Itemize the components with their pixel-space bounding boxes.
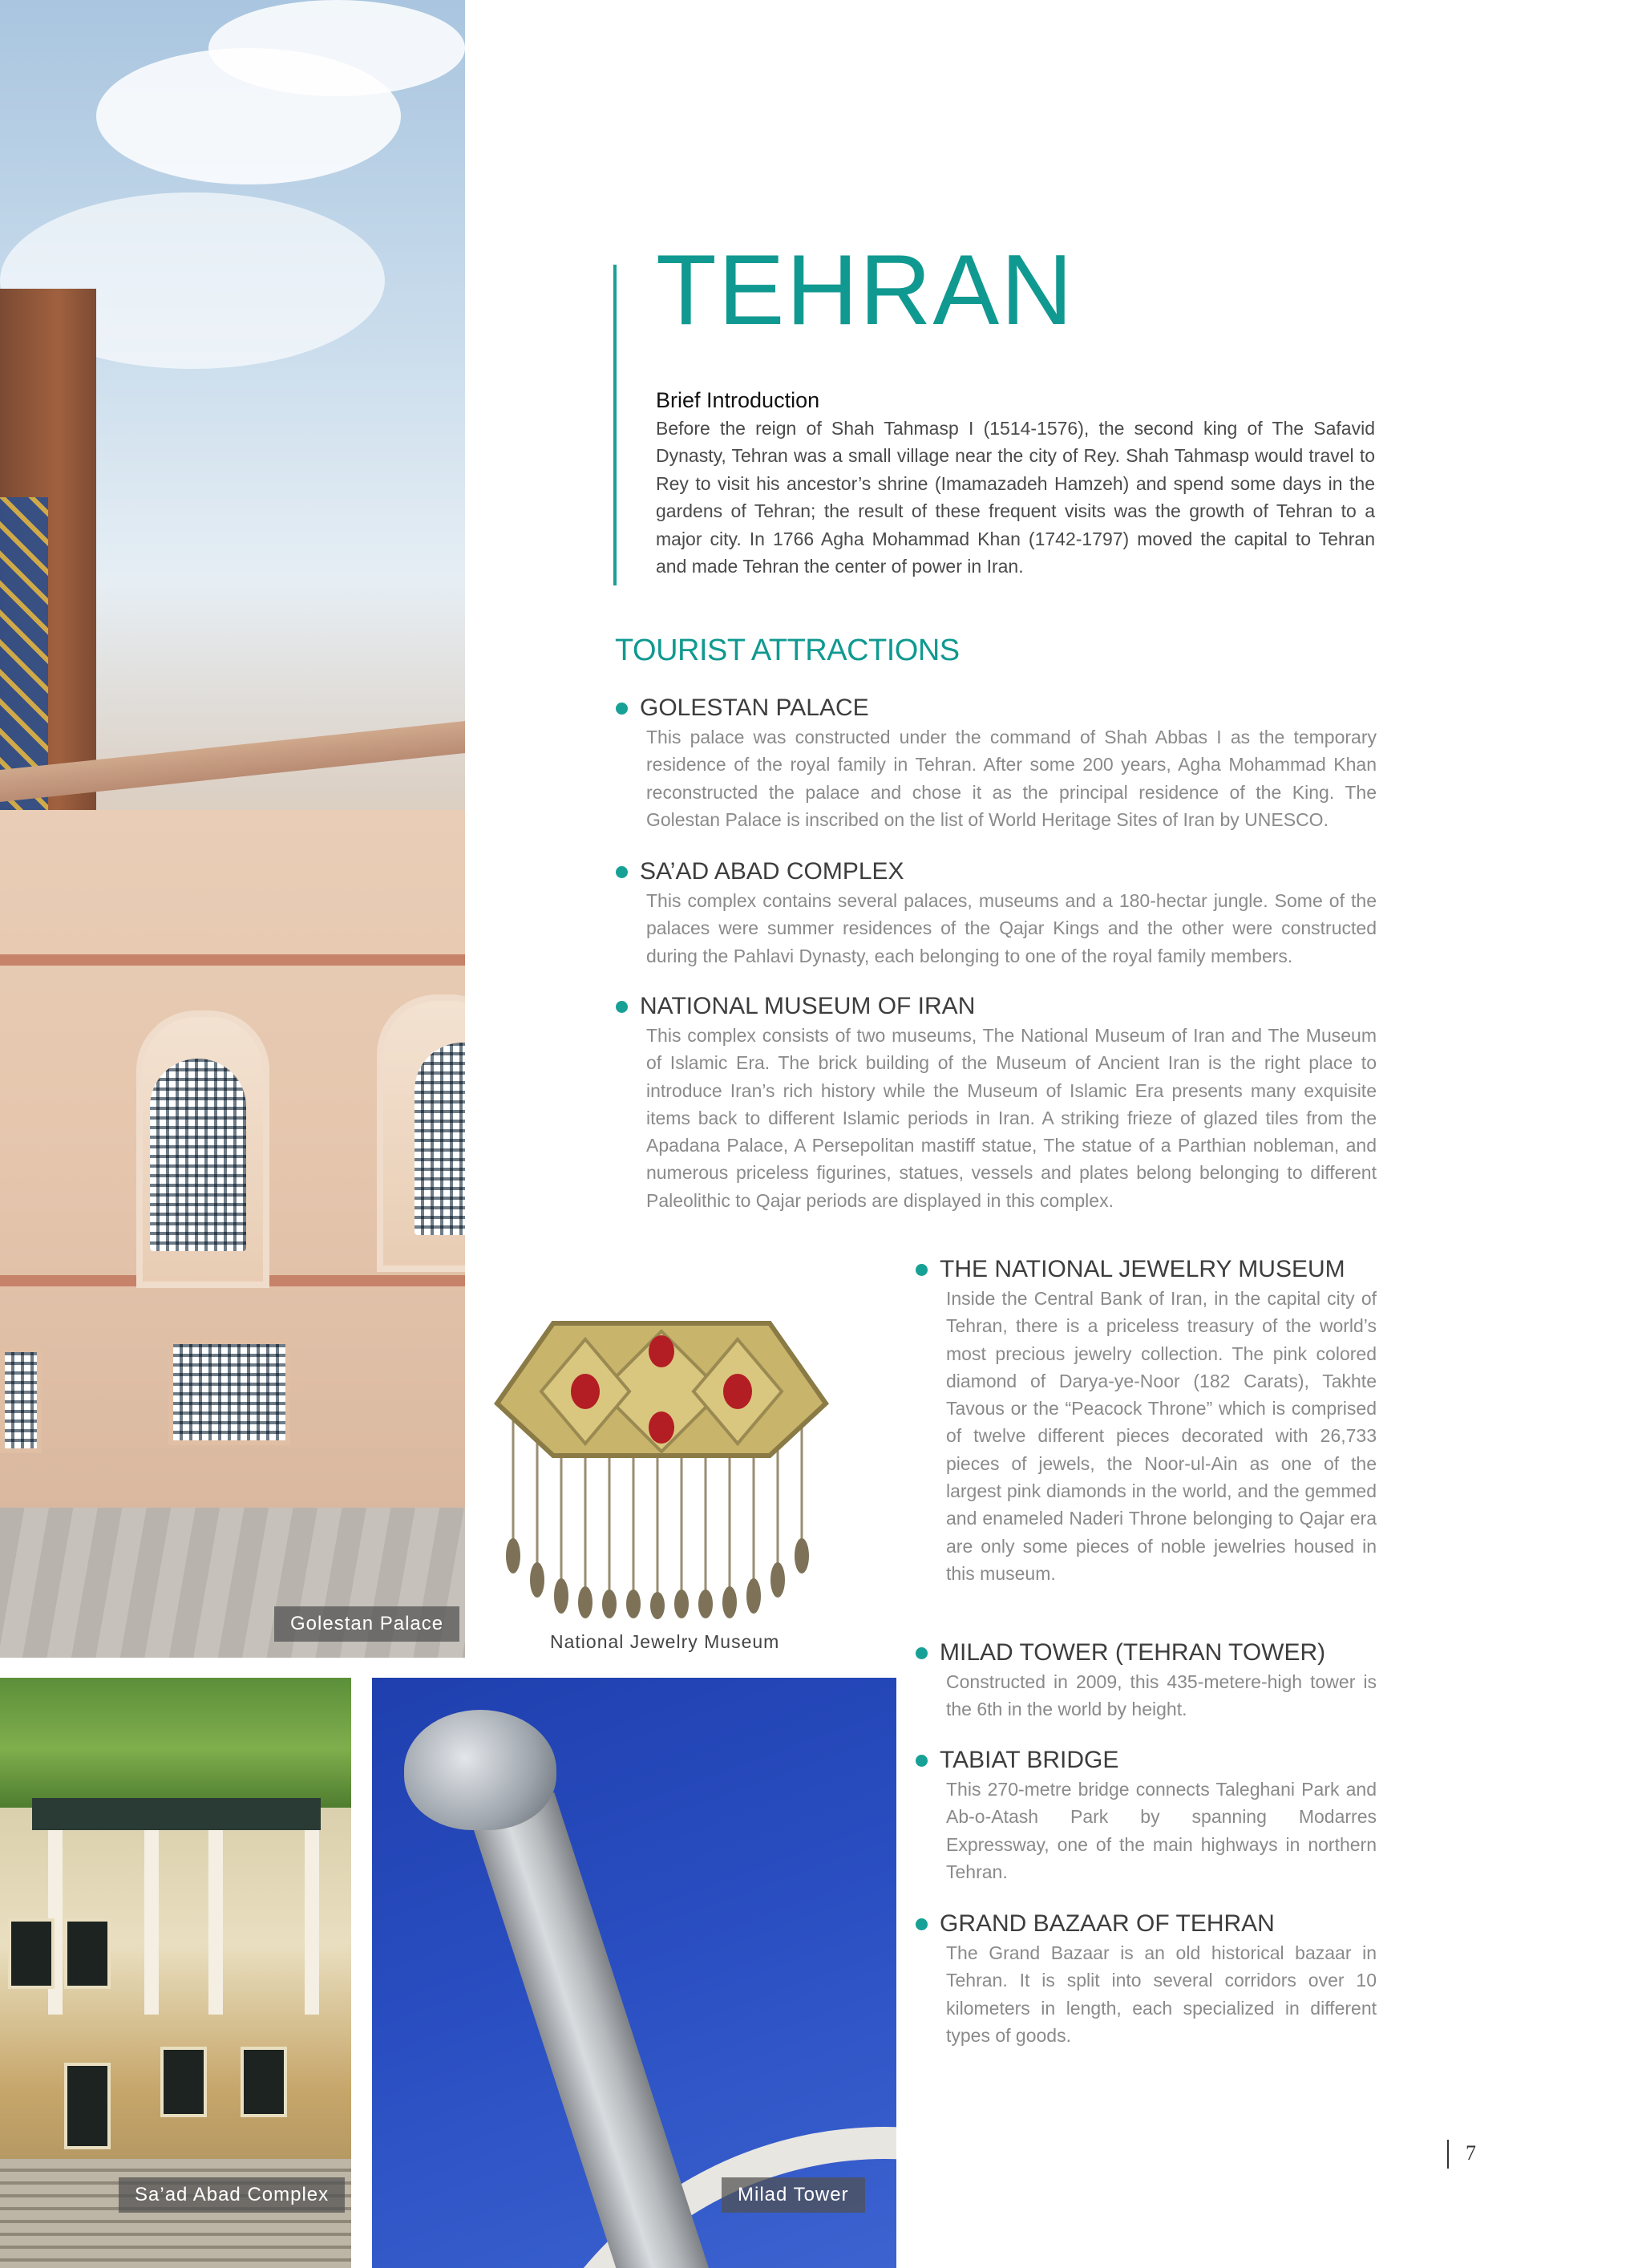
attraction-title-saad: SA’AD ABAD COMPLEX bbox=[640, 858, 904, 885]
bullet-icon bbox=[916, 1264, 928, 1276]
milad-caption: Milad Tower bbox=[722, 2177, 865, 2213]
golestan-palace-photo bbox=[0, 0, 465, 1658]
bullet-icon bbox=[616, 703, 628, 715]
intro-paragraph: Before the reign of Shah Tahmasp I (1514-1576), the second king of The Safavid Dynasty, Tehran was a small village near the city of Rey. Shah Tahmasp would travel to Rey to visit his ancestor’s shrine (Imamazadeh Hamzeh) and spend some days in the gardens of Tehran; the result of these frequent visits was the growth of Tehran to a major city. In 1766 Agha Mohammad Khan (1742-1797) moved the capital to Tehran and made Tehran the center of power in Iran. bbox=[656, 418, 1375, 577]
intro-heading: Brief Introduction bbox=[656, 388, 820, 412]
jewelry-caption: National Jewelry Museum bbox=[550, 1631, 780, 1652]
red-gem bbox=[649, 1335, 674, 1367]
lattice-window bbox=[150, 1059, 246, 1251]
attraction-title-milad: MILAD TOWER (TEHRAN TOWER) bbox=[940, 1639, 1326, 1666]
red-gem bbox=[571, 1374, 600, 1409]
column bbox=[208, 1830, 223, 2015]
attraction-text-golestan: This palace was constructed under the command of Shah Abbas I as the temporary residence of the royal family in Tehran. After some 200 years, Agha Mohammad Khan reconstructed the palace and chose it as the principal residence of the King. The Golestan Palace is inscribed on the list of World Heritage Sites of Iran by UNESCO. bbox=[646, 727, 1377, 830]
attraction-text-milad: Constructed in 2009, this 435-metere-high tower is the 6th in the world by height. bbox=[946, 1671, 1377, 1720]
golestan-caption: Golestan Palace bbox=[274, 1606, 459, 1642]
bullet-icon bbox=[616, 1001, 628, 1013]
column bbox=[144, 1830, 159, 2015]
attraction-text-saad: This complex contains several palaces, museums and a 180-hectar jungle. Some of the palaces were summer residences of the Qajar Kings and the other were constructed during the Pahlavi Dynasty, each belonging to one of the royal family members. bbox=[646, 890, 1377, 966]
red-gem bbox=[649, 1411, 674, 1444]
attraction-title-national-museum: NATIONAL MUSEUM OF IRAN bbox=[640, 993, 976, 1019]
red-gem bbox=[723, 1374, 752, 1409]
stairs-shape bbox=[0, 2159, 351, 2268]
dark-window bbox=[241, 2047, 287, 2117]
column bbox=[305, 1830, 319, 2015]
dark-window bbox=[8, 1918, 55, 1989]
dark-window bbox=[64, 2063, 111, 2149]
jewelry-pendant-image bbox=[489, 1315, 834, 1620]
lattice-window bbox=[0, 1347, 42, 1453]
pavilion-roof bbox=[32, 1798, 321, 1830]
lattice-window bbox=[168, 1339, 290, 1445]
dark-window bbox=[160, 2047, 207, 2117]
attraction-text-bazaar: The Grand Bazaar is an old historical bazaar in Tehran. It is split into several corridors over 10 kilometers in length, each specialized in different types of goods. bbox=[946, 1942, 1377, 2046]
tower-head bbox=[404, 1710, 556, 1830]
section-heading: TOURIST ATTRACTIONS bbox=[615, 634, 960, 667]
saad-caption: Sa’ad Abad Complex bbox=[119, 2177, 345, 2213]
bullet-icon bbox=[916, 1918, 928, 1930]
attraction-text-tabiat: This 270-metre bridge connects Taleghani Park and Ab-o-Atash Park by spanning Modarres Expressway, one of the main highways in northern Tehran. bbox=[946, 1779, 1377, 1882]
page-title: TEHRAN bbox=[656, 235, 1074, 346]
attraction-text-jewelry: Inside the Central Bank of Iran, in the capital city of Tehran, there is a priceless treasury of the world’s most precious jewelry collection. The pink colored diamond of Darya-ye-Noor (182 Carats), Takhte Tavous or the “Peacock Throne” which is comprised of twelve different pieces decorated with 26,733 pieces of jewels, the Noor-ul-Ain as one of the largest pink diamonds in the world, and the gemmed and enameled Naderi Throne belonging to Qajar era are only some pieces of noble jewelries housed in this museum. bbox=[946, 1288, 1377, 1584]
bullet-icon bbox=[616, 866, 628, 878]
lattice-window bbox=[415, 1043, 465, 1235]
page-number: 7 bbox=[1466, 2141, 1476, 2165]
cloud-shape bbox=[96, 48, 401, 184]
attraction-title-golestan: GOLESTAN PALACE bbox=[640, 695, 869, 721]
dark-window bbox=[64, 1918, 111, 1989]
title-accent-bar bbox=[613, 265, 617, 585]
attraction-text-national-museum: This complex consists of two museums, The National Museum of Iran and The Museum of Islamic Era. The brick building of the Museum of Ancient Iran is the right place to introduce Iran’s rich history while the Museum of Islamic Era presents many exquisite items back to different Islamic periods in Iran. A striking frieze of glazed tiles from the Apadana Palace, A Persepolitan mastiff statue, The statue of a Parthian nobleman, and numerous priceless figurines, statues, vessels and plates belong belonging to different Paleolithic to Qajar periods are displayed in this complex. bbox=[646, 1025, 1377, 1211]
red-band bbox=[0, 954, 465, 966]
page-number-divider bbox=[1447, 2140, 1449, 2169]
attraction-title-tabiat: TABIAT BRIDGE bbox=[940, 1747, 1119, 1773]
bullet-icon bbox=[916, 1647, 928, 1659]
attraction-title-jewelry: THE NATIONAL JEWELRY MUSEUM bbox=[940, 1256, 1345, 1282]
attraction-title-bazaar: GRAND BAZAAR OF TEHRAN bbox=[940, 1910, 1275, 1937]
bullet-icon bbox=[916, 1755, 928, 1767]
